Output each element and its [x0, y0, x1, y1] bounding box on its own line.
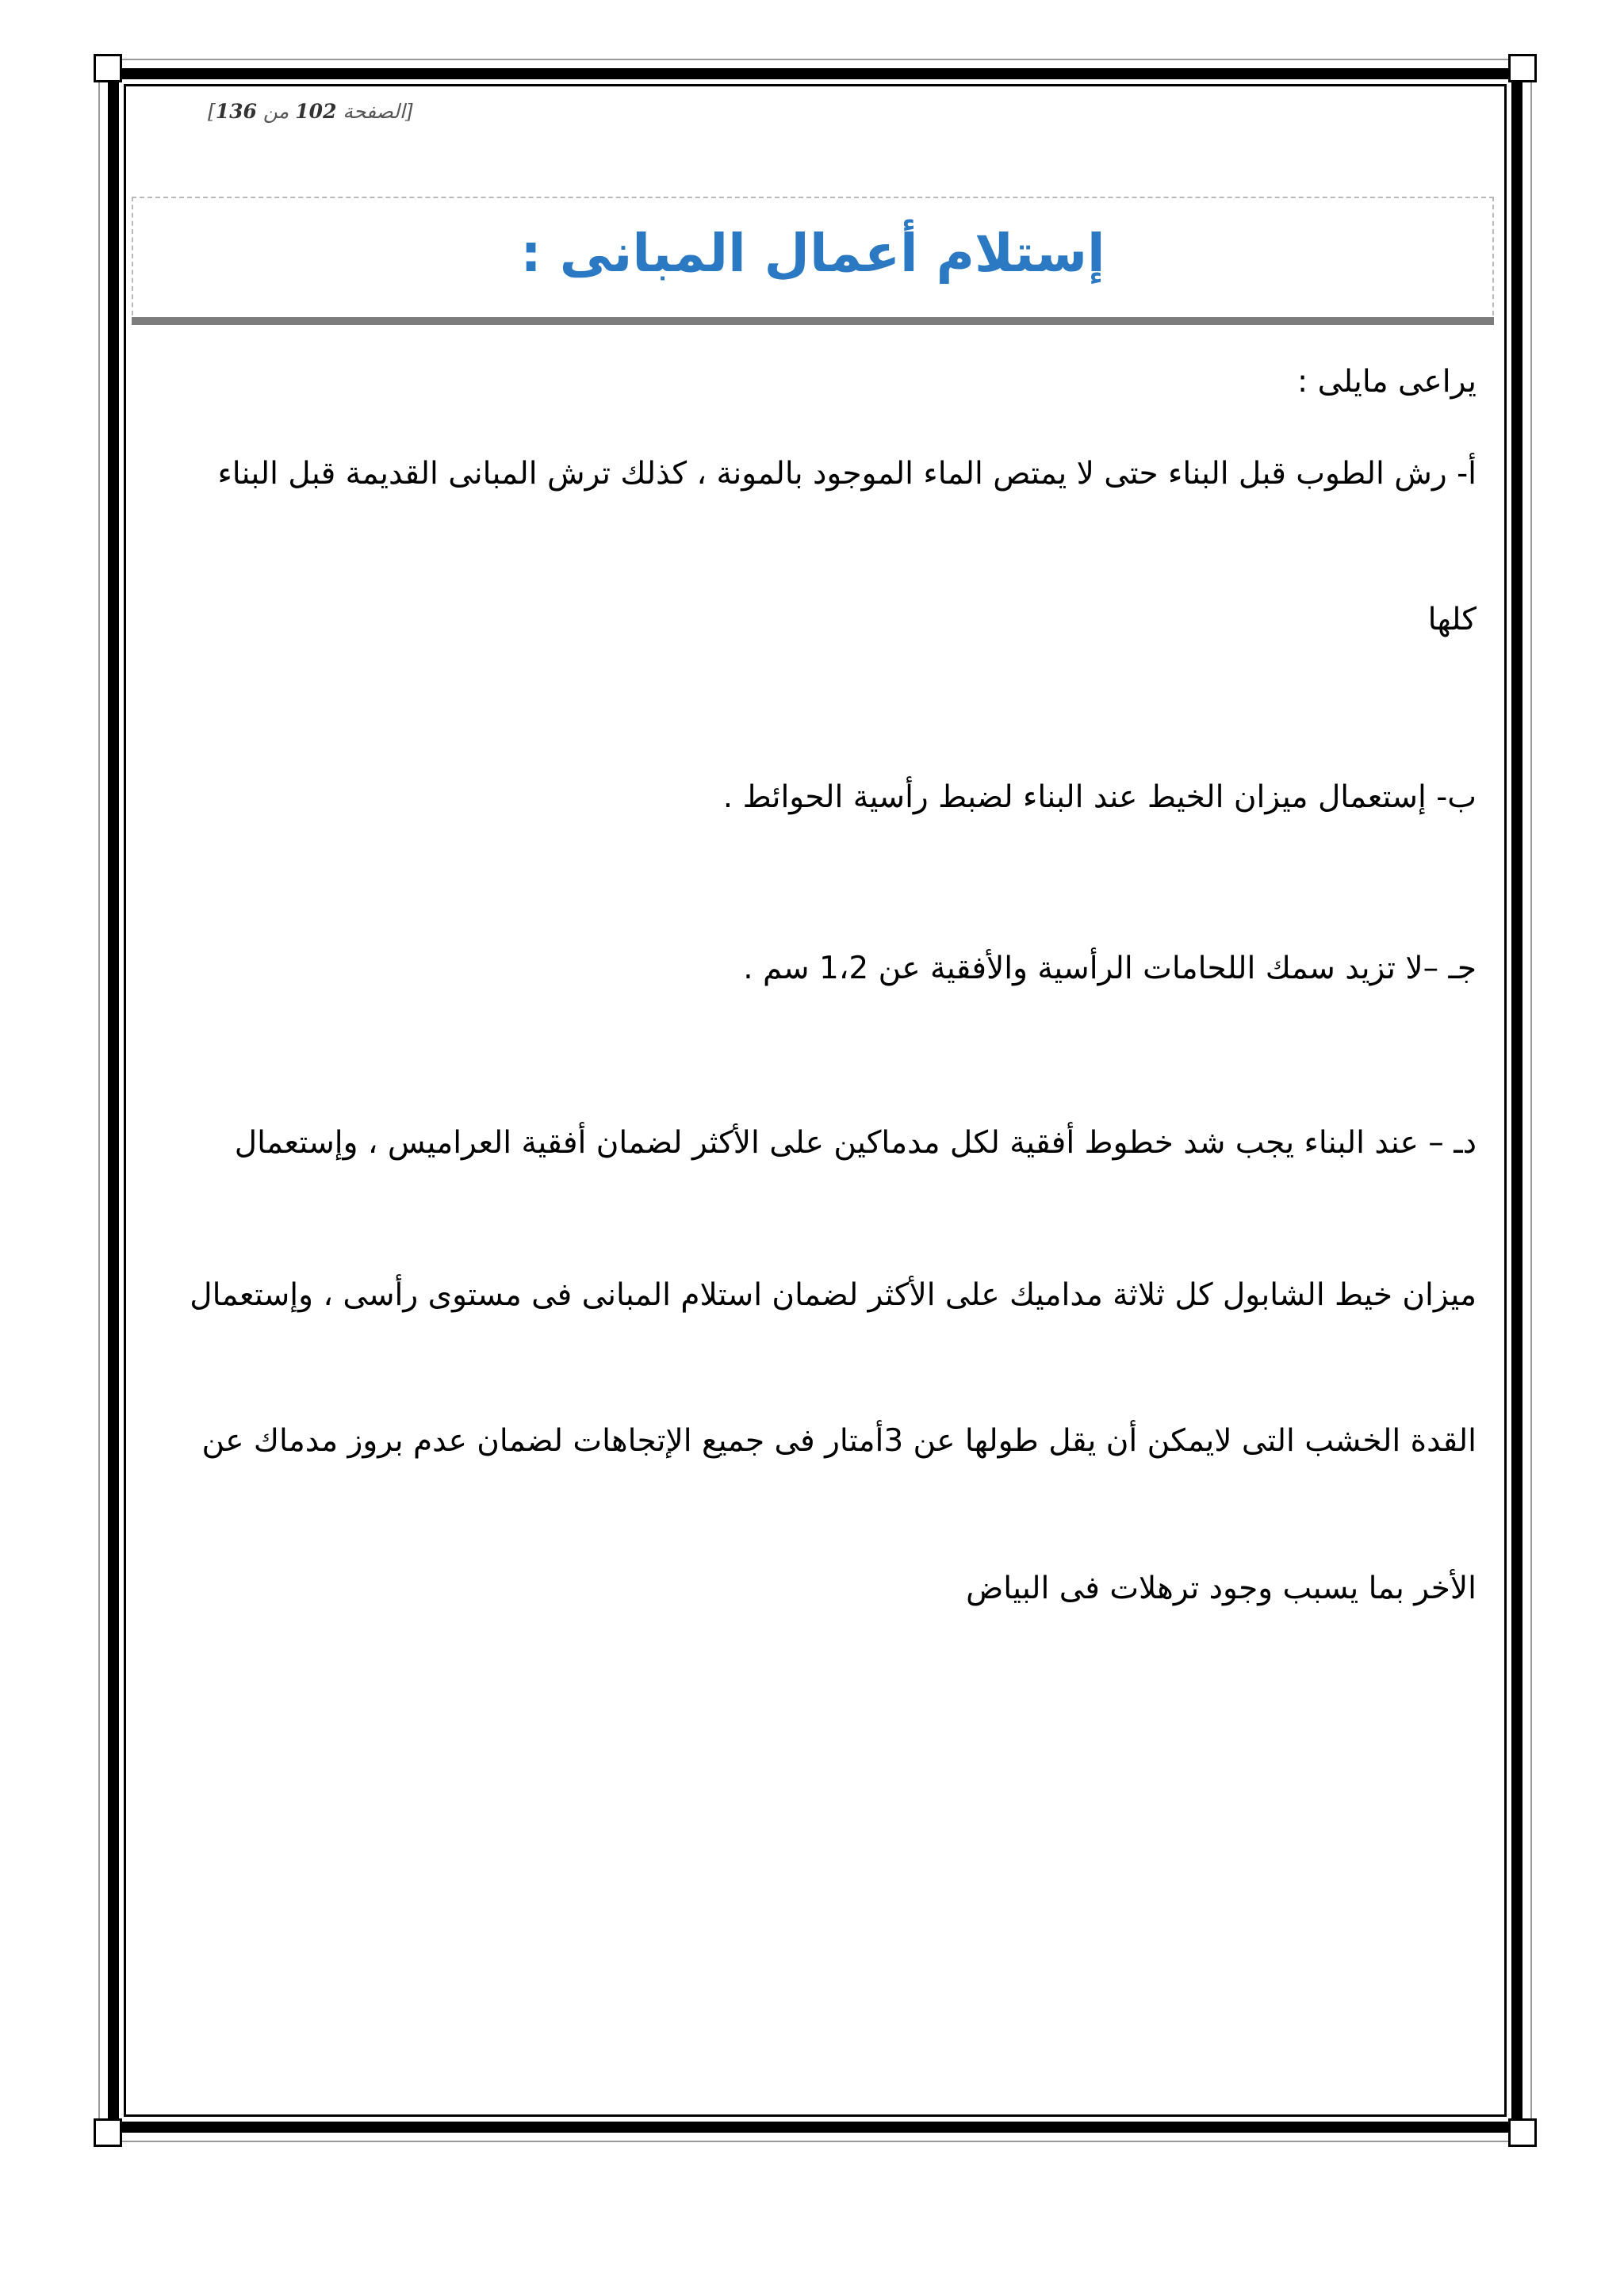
page-middle: من: [256, 100, 296, 123]
page-title: إستلام أعمال المبانى :: [520, 223, 1105, 284]
page-prefix: [الصفحة: [336, 100, 413, 123]
item-d-line-4: الأخر بما يسبب وجود ترهلات فى البياض: [966, 1571, 1477, 1606]
item-d-line-2: ميزان خيط الشابول كل ثلاثة مداميك على الأكثر لضمان استلام المبانى فى مستوى رأسى ، وإستعمال: [190, 1277, 1477, 1313]
border-corner-bottom-right: [1508, 2118, 1537, 2147]
page-number: 102: [295, 100, 337, 123]
border-corner-top-right: [1508, 54, 1537, 82]
item-d-line-3: القدة الخشب التى لايمكن أن يقل طولها عن 3أمتار فى جميع الإتجاهات لضمان عدم بروز مدماك عن: [201, 1423, 1477, 1459]
border-corner-bottom-left: [94, 2118, 122, 2147]
item-b-line: ب- إستعمال ميزان الخيط عند البناء لضبط رأسية الحوائط .: [722, 779, 1477, 815]
item-d-line-1: دـ – عند البناء يجب شد خطوط أفقية لكل مدماكين على الأكثر لضمان أفقية العراميس ، وإستعمال: [234, 1125, 1477, 1161]
item-a-line-2: كلها: [1427, 602, 1477, 637]
page-total: 136: [215, 100, 257, 123]
item-c-line: جـ –لا تزيد سمك اللحامات الرأسية والأفقية عن 1،2 سم .: [743, 951, 1477, 986]
intro-line: يراعى مايلى :: [1297, 364, 1477, 400]
page-number-header: [208, 100, 413, 123]
page-suffix: ]: [208, 100, 216, 123]
title-underline: [132, 317, 1494, 325]
item-a-line-1: أ- رش الطوب قبل البناء حتى لا يمتص الماء الموجود بالمونة ، كذلك ترش المبانى القديمة قبل البناء: [217, 456, 1477, 492]
border-corner-top-left: [94, 54, 122, 82]
